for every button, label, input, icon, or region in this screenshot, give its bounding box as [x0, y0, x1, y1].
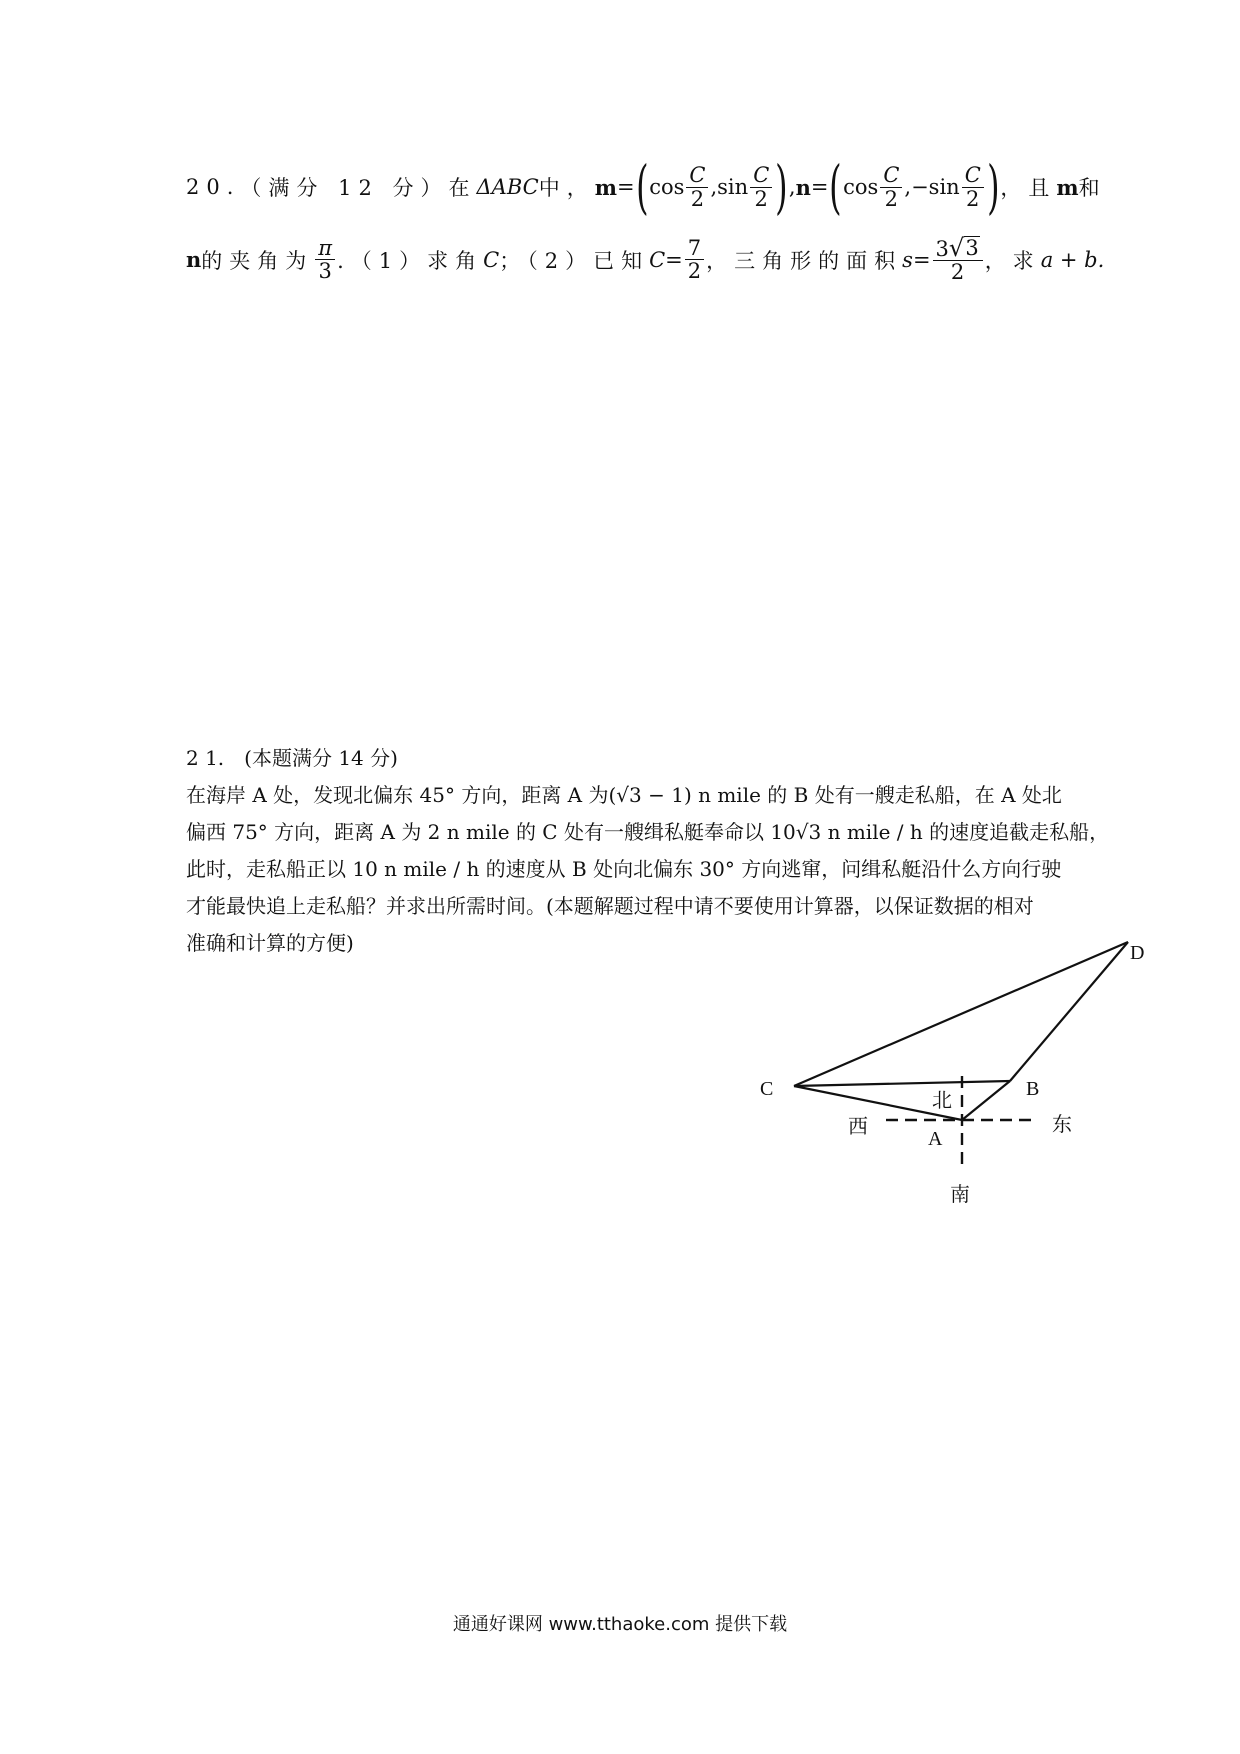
label-b: B	[1026, 1078, 1040, 1100]
vector-m: m	[1056, 174, 1079, 200]
fraction-c-over-2: $\frac{C}{2}$	[962, 164, 984, 209]
label-a: A	[928, 1128, 943, 1150]
var-c: C	[483, 247, 500, 272]
q20-in: 在	[448, 176, 477, 200]
comma: ,	[904, 175, 912, 199]
segment-bd	[1010, 942, 1128, 1081]
fraction-c-over-2: $\frac{C}{2}$	[750, 164, 772, 209]
q21-line-4: 才能最快追上走私船？并求出所需时间。(本题解题过程中请不要使用计算器，以保证数据的相对	[186, 894, 1034, 918]
q20-area-text: ，三角形的面积	[706, 248, 903, 273]
left-paren: (	[635, 153, 649, 221]
q20-he: 和	[1078, 176, 1100, 200]
question-20	[186, 153, 1106, 285]
segment-cd	[794, 942, 1128, 1086]
vector-n: n	[795, 174, 811, 200]
var-s: s	[902, 247, 913, 272]
q20-part1: .（1）求角	[337, 248, 484, 273]
vector-m: m	[594, 174, 617, 200]
right-paren: )	[986, 153, 1000, 221]
q20-part1-end: ；（2）已知	[499, 248, 650, 273]
q21-header: 2 1. (本题满分 14 分)	[186, 746, 398, 770]
equals-sign: =	[616, 175, 635, 199]
sqrt-sign: √ 3	[948, 234, 979, 262]
fraction-7-over-2: $\frac{7}{2}$	[685, 237, 704, 282]
fraction-c-over-2: $\frac{C}{2}$	[686, 164, 708, 209]
vector-n: n	[186, 247, 202, 273]
q21-line-5: 准确和计算的方便)	[186, 931, 354, 955]
equals-sign: =	[665, 247, 683, 272]
label-d: D	[1130, 942, 1145, 964]
q20-angle-text: 的夹角为	[201, 248, 314, 273]
segment-ab	[962, 1081, 1010, 1120]
footer-source: 通通好课网 www.tthaoke.com 提供下载	[452, 1614, 788, 1635]
cos-text: cos	[649, 175, 685, 199]
fraction-pi-over-3: $\frac{\pi}{3}$	[315, 237, 335, 282]
q20-and: ，且	[1000, 176, 1057, 200]
q21-line-2: 偏西 75° 方向，距离 A 为 2 n mile 的 C 处有一艘缉私艇奉命以 10√3 n mile / h 的速度追截走私船，	[186, 820, 1110, 844]
q20-a-plus-b: a + b.	[1040, 247, 1105, 272]
label-south: 南	[950, 1184, 970, 1206]
label-west: 西	[848, 1116, 868, 1138]
q20-line-1	[186, 153, 1106, 221]
neg-sin-text: −sin	[911, 175, 960, 199]
fraction-c-over-2: $\frac{C}{2}$	[880, 164, 902, 209]
q21-line-3: 此时，走私船正以 10 n mile / h 的速度从 B 处向北偏东 30° 方向逃窜，问缉私艇沿什么方向行驶	[186, 857, 1062, 881]
fraction-3sqrt3-over-2: 3 √ 3 2	[933, 236, 983, 283]
cos-text: cos	[843, 175, 879, 199]
segment-cb	[794, 1081, 1010, 1086]
sin-text: sin	[717, 175, 749, 199]
equals-sign: =	[810, 175, 829, 199]
label-c: C	[760, 1078, 774, 1100]
comma: ,	[710, 175, 718, 199]
q20-zhong: 中，	[538, 176, 595, 200]
label-north: 北	[932, 1090, 952, 1112]
left-paren: (	[829, 153, 843, 221]
comma: ,	[788, 175, 796, 199]
q21-line-1: 在海岸 A 处，发现北偏东 45° 方向，距离 A 为(√3 − 1) n mile 的 B 处有一艘走私船，在 A 处北	[186, 783, 1062, 807]
q20-line-2	[186, 236, 1106, 283]
equals-sign: =	[912, 247, 931, 272]
q20-triangle: ΔABC	[476, 175, 539, 199]
label-east: 东	[1052, 1114, 1072, 1136]
right-paren: )	[775, 153, 788, 221]
q20-score: （满分 12 分）	[240, 176, 449, 200]
q20-qiu: ，求	[984, 248, 1041, 273]
q20-number: 20.	[186, 175, 241, 199]
question-21	[186, 740, 1116, 962]
var-c: C	[649, 247, 666, 272]
